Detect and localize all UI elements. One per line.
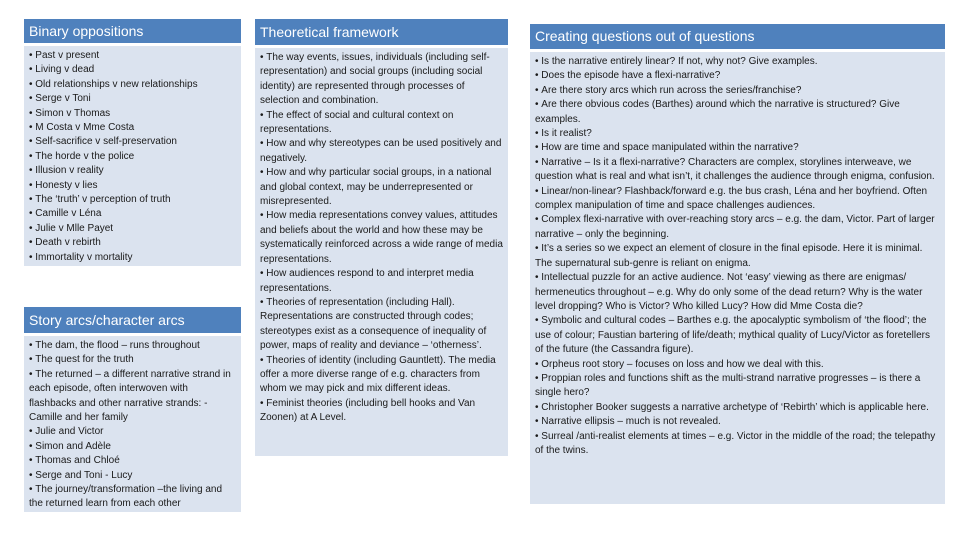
creating-questions-list (535, 55, 940, 458)
list-item: • Proppian roles and functions shift as the multi-strand narrative progresses – is there a single hero? (535, 372, 940, 401)
theoretical-framework-title: Theoretical framework (260, 23, 399, 40)
list-item: • Christopher Booker suggests a narrative archetype of ‘Rebirth’ which is applicable here. (535, 401, 940, 415)
list-item: • Is it realist? (535, 127, 940, 141)
list-item: • Theories of representation (including Hall). Representations are constructed through codes; stereotypes exist as a consequence of inequality of power, maps of reality and deviance – ‘otherness’. (260, 296, 503, 354)
story-arcs-list (29, 339, 236, 512)
list-item: • How and why particular social groups, in a national and global context, may be underrepresented or misrepresented. (260, 166, 503, 209)
creating-questions-header (530, 24, 945, 49)
list-item: • How are time and space manipulated within the narrative? (535, 141, 940, 155)
list-item: • Is the narrative entirely linear? If not, why not? Give examples. (535, 55, 940, 69)
list-item: • Simon and Adèle (29, 440, 236, 454)
binary-oppositions-body (24, 46, 241, 266)
list-item: • Does the episode have a flexi-narrative? (535, 69, 940, 83)
list-item: • Julie v Mlle Payet (29, 222, 236, 236)
list-item: • Theories of identity (including Gauntlett). The media offer a more diverse range of e.g. characters from whom we may pick and mix different ideas. (260, 354, 503, 397)
list-item: • The quest for the truth (29, 353, 236, 367)
list-item: • Serge v Toni (29, 92, 236, 106)
list-item: • Are there story arcs which run across the series/franchise? (535, 84, 940, 98)
list-item: • The effect of social and cultural context on representations. (260, 109, 503, 138)
list-item: • Are there obvious codes (Barthes) around which the narrative is structured? Give examples. (535, 98, 940, 127)
list-item: • Old relationships v new relationships (29, 78, 236, 92)
list-item: • Honesty v lies (29, 179, 236, 193)
list-item: • Serge and Toni - Lucy (29, 469, 236, 483)
list-item: • Surreal /anti-realist elements at times – e.g. Victor in the middle of the road; the telepathy of the twins. (535, 430, 940, 459)
list-item: • Death v rebirth (29, 236, 236, 250)
list-item: • Feminist theories (including bell hooks and Van Zoonen) at A Level. (260, 397, 503, 426)
creating-questions-title: Creating questions out of questions (535, 28, 755, 44)
list-item: • M Costa v Mme Costa (29, 121, 236, 135)
list-item: • The journey/transformation –the living and the returned learn from each other (29, 483, 236, 512)
list-item: • Living v dead (29, 63, 236, 77)
binary-oppositions-list (29, 49, 236, 265)
list-item: • The horde v the police (29, 150, 236, 164)
creating-questions-body (530, 52, 945, 504)
list-item: • How media representations convey values, attitudes and beliefs about the world and how these may be systematically reinforced across a wide range of media representations. (260, 209, 503, 267)
story-arcs-header (24, 307, 241, 333)
list-item: • How audiences respond to and interpret media representations. (260, 267, 503, 296)
story-arcs-title: Story arcs/character arcs (29, 311, 185, 328)
list-item: • Symbolic and cultural codes – Barthes e.g. the apocalyptic symbolism of ‘the flood’; the use of colour; Faustian bartering of life/death; mythical quality of Lucy/Victor as foretellers of the future (the Cassandra figure). (535, 314, 940, 357)
theoretical-framework-list (260, 51, 503, 426)
list-item: • Linear/non-linear? Flashback/forward e.g. the bus crash, Léna and her boyfriend. Often complex manipulation of time and space challenges audiences. (535, 185, 940, 214)
list-item: • Julie and Victor (29, 425, 236, 439)
list-item: • Past v present (29, 49, 236, 63)
theoretical-framework-header (255, 19, 508, 45)
list-item: • Complex flexi-narrative with over-reaching story arcs – e.g. the dam, Victor. Part of larger narrative – only the beginning. (535, 213, 940, 242)
list-item: • Intellectual puzzle for an active audience. Not ‘easy’ viewing as there are enigmas/ hermeneutics throughout – e.g. Why do only some of the dead return? Why is the water level dropping? Who is Victor? Who killed Lucy? How did Mme Costa die? (535, 271, 940, 314)
binary-oppositions-header (24, 19, 241, 43)
list-item: • It’s a series so we expect an element of closure in the final episode. Here it is minimal. The supernatural sub-genre is reliant on enigma. (535, 242, 940, 271)
list-item: • The returned – a different narrative strand in each episode, often interwoven with flashbacks and other narrative strands: - Camille and her family (29, 368, 236, 426)
list-item: • Self-sacrifice v self-preservation (29, 135, 236, 149)
theoretical-framework-body (255, 48, 508, 456)
story-arcs-body (24, 336, 241, 512)
list-item: • How and why stereotypes can be used positively and negatively. (260, 137, 503, 166)
list-item: • The ‘truth’ v perception of truth (29, 193, 236, 207)
list-item: • The dam, the flood – runs throughout (29, 339, 236, 353)
list-item: • Simon v Thomas (29, 107, 236, 121)
list-item: • Narrative – Is it a flexi-narrative? Characters are complex, storylines interweave, we question what is real and what isn’t, it challenges the audience through enigma, confusion. (535, 156, 940, 185)
list-item: • Illusion v reality (29, 164, 236, 178)
list-item: • Orpheus root story – focuses on loss and how we deal with this. (535, 358, 940, 372)
list-item: • Narrative ellipsis – much is not revealed. (535, 415, 940, 429)
list-item: • Camille v Léna (29, 207, 236, 221)
list-item: • Immortality v mortality (29, 251, 236, 265)
list-item: • Thomas and Chloé (29, 454, 236, 468)
binary-oppositions-title: Binary oppositions (29, 22, 144, 39)
list-item: • The way events, issues, individuals (including self-representation) and social groups (including social identity) are represented through processes of selection and combination. (260, 51, 503, 109)
